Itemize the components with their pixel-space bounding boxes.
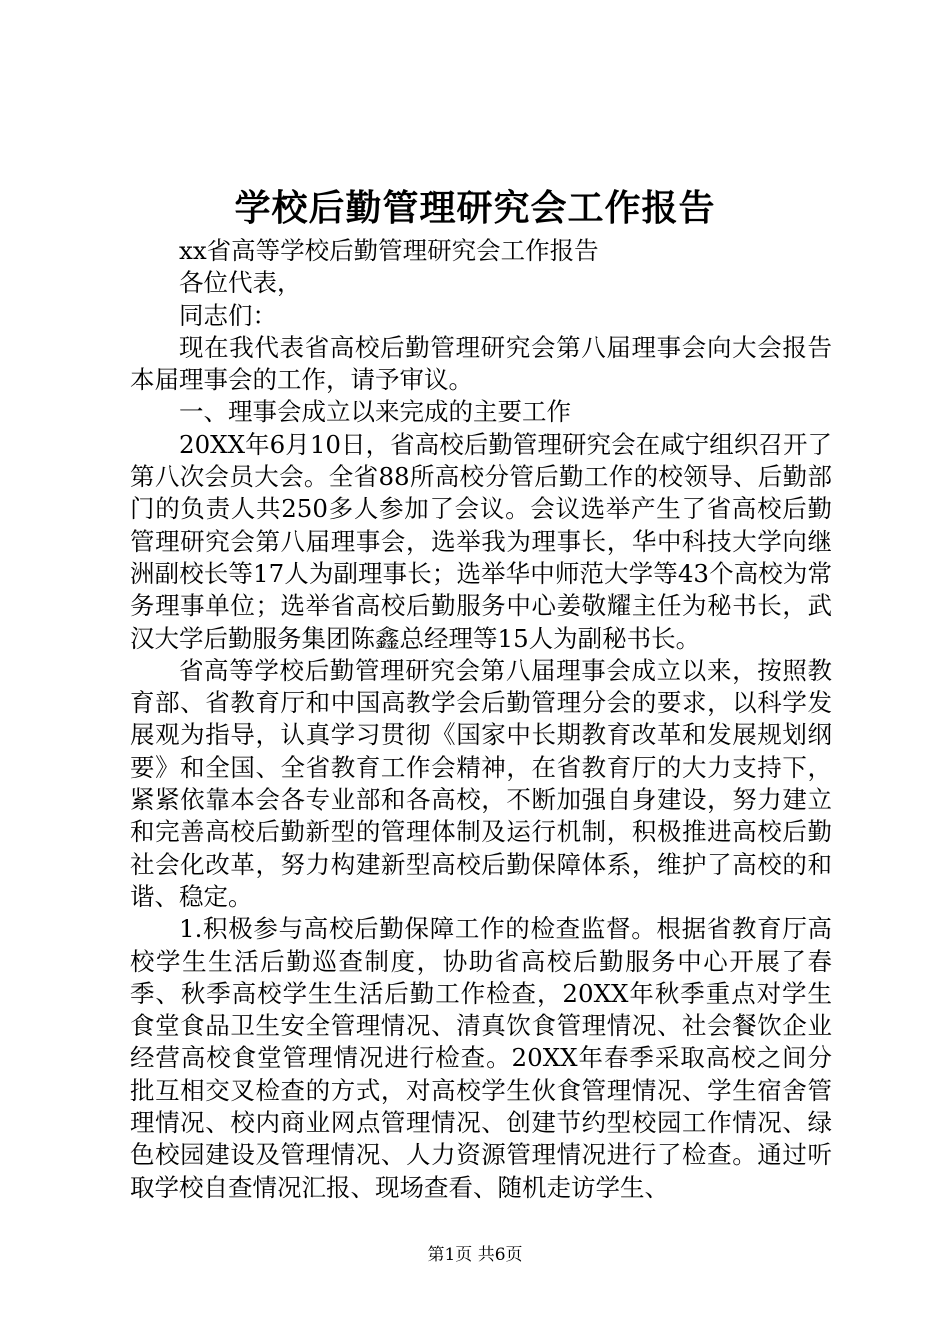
document-body [130,235,832,1204]
paragraph-subtitle: xx省高等学校后勤管理研究会工作报告 [179,236,599,265]
paragraph-salutation-1: 各位代表， [179,268,302,298]
paragraph-intro: 现在我代表省高校后勤管理研究会第八届理事会向大会报告本届理事会的工作，请予审议。 [130,332,832,395]
paragraph-item-1: 1.积极参与高校后勤保障工作的检查监督。根据省教育厅高校学生生活后勤巡查制度，协助省高校后勤服务中心开展了春季、秋季高校学生生活后勤工作检查，20XX年秋季重点对学生食堂食品卫生安全管理情况、清真饮食管理情况、社会餐饮企业经营高校食堂管理情况进行检查。20XX年春季采取高校之间分批互相交叉检查的方式，对高校学生伙食管理情况、学生宿舍管理情况、校内商业网点管理情况、创建节约型校园工作情况、绿色校园建设及管理情况、人力资源管理情况进行了检查。通过听取学校自查情况汇报、现场查看、随机走访学生、 [130,914,832,1202]
section-heading: 一、理事会成立以来完成的主要工作 [179,397,571,427]
document-title: 学校后勤管理研究会工作报告 [234,187,716,229]
paragraph-meeting: 20XX年6月10日，省高校后勤管理研究会在咸宁组织召开了第八次会员大会。全省88所高校分管后勤工作的校领导、后勤部门的负责人共250多人参加了会议。会议选举产生了省高校后勤管理研究会第八届理事会，选举我为理事长，华中科技大学向继洲副校长等17人为副理事长；选举华中师范大学等43个高校为常务理事单位；选举省高校后勤服务中心姜敬耀主任为秘书长，武汉大学后勤服务集团陈鑫总经理等15人为副秘书长。 [130,429,832,653]
page-footer: 第1页 共6页 [427,1245,523,1265]
paragraph-salutation-2: 同志们： [179,300,277,330]
paragraph-overview: 省高等学校后勤管理研究会第八届理事会成立以来，按照教育部、省教育厅和中国高教学会后勤管理分会的要求，以科学发展观为指导，认真学习贯彻《国家中长期教育改革和发展规划纲要》和全国、全省教育工作会精神，在省教育厅的大力支持下，紧紧依靠本会各专业部和各高校，不断加强自身建设，努力建立和完善高校后勤新型的管理体制及运行机制，积极推进高校后勤社会化改革，努力构建新型高校后勤保障体系，维护了高校的和谐、稳定。 [130,655,832,911]
